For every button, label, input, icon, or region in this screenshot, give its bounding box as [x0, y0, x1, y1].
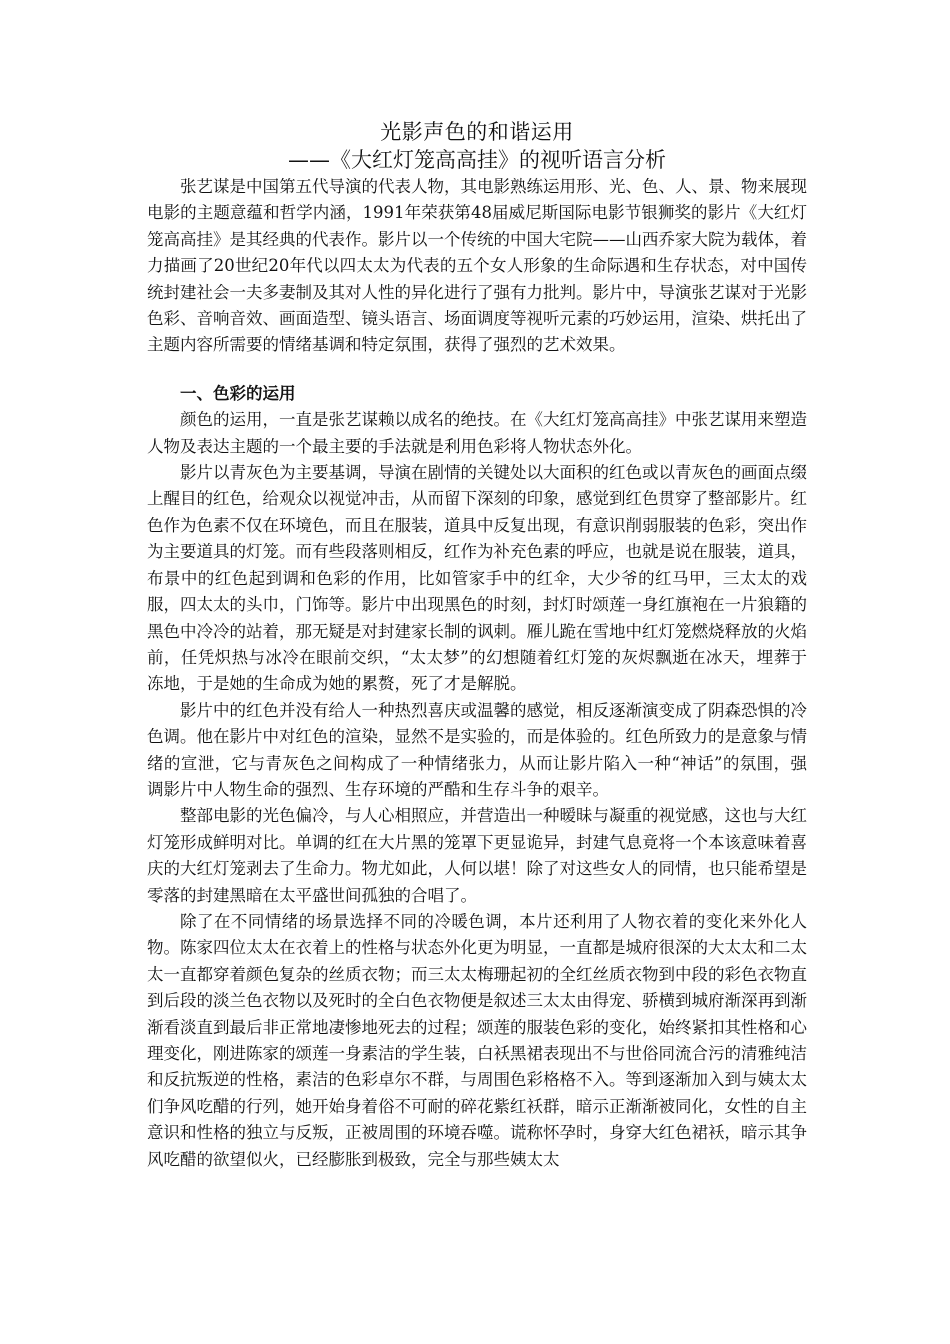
body-paragraph: 颜色的运用，一直是张艺谋赖以成名的绝技。在《大红灯笼高高挂》中张艺谋用来塑造人物及表达主题的一个最主要的手法就是利用色彩将人物状态外化。: [147, 410, 807, 456]
body-paragraph: 整部电影的光色偏冷，与人心相照应，并营造出一种暧昧与凝重的视觉感，这也与大红灯笼形成鲜明对比。单调的红在大片黑的笼罩下更显诡异，封建气息竟将一个本该意味着喜庆的大红灯笼剥去了生命力。物尤如此，人何以堪！除了对这些女人的同情，也只能希望是零落的封建黑暗在太平盛世间孤独的合唱了。: [147, 806, 807, 905]
document-subtitle: ——《大红灯笼高高挂》的视听语言分析: [288, 148, 666, 172]
body-paragraph: 除了在不同情绪的场景选择不同的冷暖色调，本片还利用了人物衣着的变化来外化人物。陈家四位太太在衣着上的性格与状态外化更为明显，一直都是城府很深的大太太和二太太一直都穿着颜色复杂的丝质衣物；而三太太梅珊起初的全红丝质衣物到中段的彩色衣物直到后段的淡兰色衣物以及死时的全白色衣物便是叙述三太太由得宠、骄横到城府渐深再到渐渐看淡直到最后非正常地凄惨地死去的过程；颂莲的服装色彩的变化，始终紧扣其性格和心理变化，刚进陈家的颂莲一身素洁的学生装，白袄黑裙表现出不与世俗同流合污的清雅纯洁和反抗叛逆的性格，素洁的色彩卓尔不群，与周围色彩格格不入。等到逐渐加入到与姨太太们争风吃醋的行列，她开始身着俗不可耐的碎花紫红袄群，暗示正渐渐被同化，女性的自主意识和性格的独立与反叛，正被周围的环境吞噬。谎称怀孕时，身穿大红色裙袄，暗示其争风吃醋的欲望似火，已经膨胀到极致，完全与那些姨太太: [147, 911, 807, 1169]
document-title: 光影声色的和谐运用: [380, 120, 574, 144]
document-page: [147, 118, 807, 1173]
body-paragraph: 影片以青灰色为主要基调，导演在剧情的关键处以大面积的红色或以青灰色的画面点缀上醒目的红色，给观众以视觉冲击，从而留下深刻的印象，感觉到红色贯穿了整部影片。红色作为色素不仅在环境色，而且在服装，道具中反复出现，有意识削弱服装的色彩，突出作为主要道具的灯笼。而有些段落则相反，红作为补充色素的呼应，也就是说在服装，道具，布景中的红色起到调和色彩的作用，比如管家手中的红伞，大少爷的红马甲，三太太的戏服，四太太的头巾，门饰等。影片中出现黑色的时刻，封灯时颂莲一身红旗袍在一片狼籍的黑色中冷冷的站着，那无疑是对封建家长制的讽刺。雁儿跪在雪地中红灯笼燃烧释放的火焰前，任凭炽热与冰冷在眼前交织，“太太梦”的幻想随着红灯笼的灰烬飘逝在冰天，埋葬于冻地，于是她的生命成为她的累赘，死了才是解脱。: [147, 463, 807, 694]
section-heading: 一、色彩的运用: [180, 383, 296, 403]
body-paragraph: 影片中的红色并没有给人一种热烈喜庆或温馨的感觉，相反逐渐演变成了阴森恐惧的冷色调。他在影片中对红色的渲染，显然不是实验的，而是体验的。红色所致力的是意象与情绪的宣泄，它与青灰色之间构成了一种情绪张力，从而让影片陷入一种“神话”的氛围，强调影片中人物生命的强烈、生存环境的严酷和生存斗争的艰辛。: [147, 700, 807, 799]
intro-paragraph: 张艺谋是中国第五代导演的代表人物，其电影熟练运用形、光、色、人、景、物来展现电影的主题意蕴和哲学内涵，1991年荣获第48届威尼斯国际电影节银狮奖的影片《大红灯笼高高挂》是其经典的代表作。影片以一个传统的中国大宅院——山西乔家大院为载体，着力描画了20世纪20年代以四太太为代表的五个女人形象的生命际遇和生存状态，对中国传统封建社会一夫多妻制及其对人性的异化进行了强有力批判。影片中，导演张艺谋对于光影色彩、音响音效、画面造型、镜头语言、场面调度等视听元素的巧妙运用，渲染、烘托出了主题内容所需要的情绪基调和特定氛围，获得了强烈的艺术效果。: [147, 177, 807, 355]
